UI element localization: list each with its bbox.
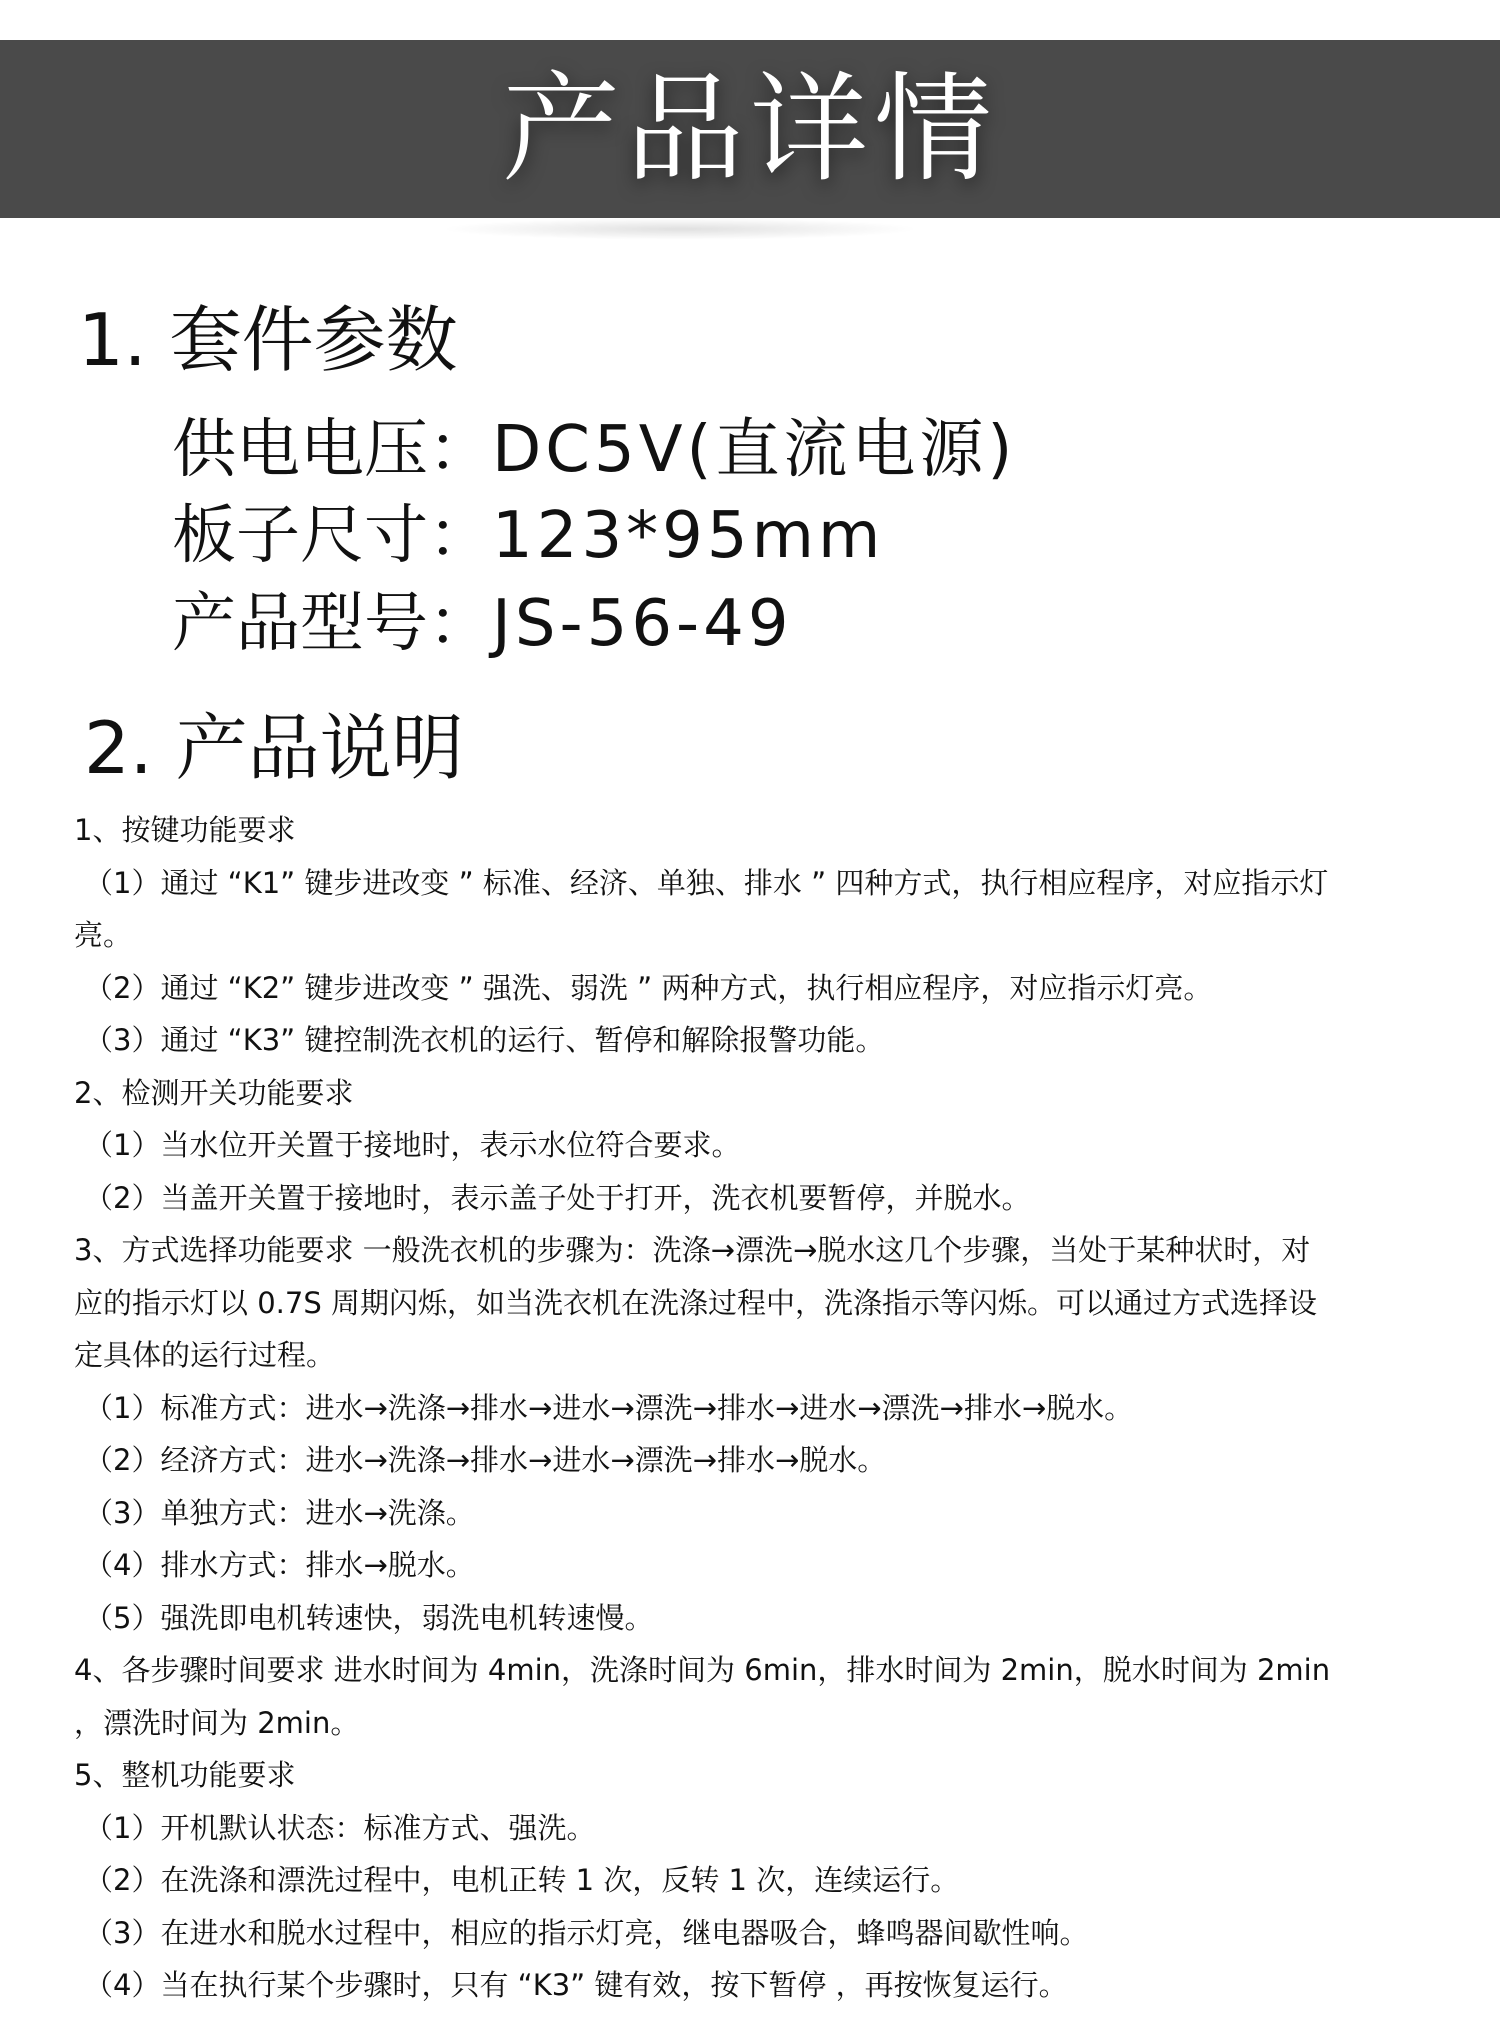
spec-label: 板子尺寸： [172, 499, 492, 573]
section-heading-product-desc: 2. 产品说明 [84, 706, 464, 790]
spec-value: JS-56-49 [492, 587, 793, 661]
desc-line: （2）在洗涤和漂洗过程中，电机正转 1 次，反转 1 次，连续运行。 [84, 1863, 960, 1897]
header-shadow [440, 218, 920, 240]
spec-row-voltage [172, 398, 1016, 490]
desc-line: 5、整机功能要求 [74, 1758, 296, 1792]
desc-line: 4、各步骤时间要求 进水时间为 4min，洗涤时间为 6min，排水时间为 2min，脱水时间为 2min [74, 1653, 1331, 1687]
spec-value: DC5V(直流电源) [492, 413, 1017, 487]
desc-line: 应的指示灯以 0.7S 周期闪烁，如当洗衣机在洗涤过程中，洗涤指示等闪烁。可以通过方式选择设 [74, 1285, 1317, 1320]
desc-line: ，漂洗时间为 2min。 [74, 1705, 360, 1740]
spec-row-board-size [172, 484, 884, 576]
desc-line: （2）通过 “K2” 键步进改变 ” 强洗、弱洗 ” 两种方式，执行相应程序，对应指示灯亮。 [84, 970, 1213, 1005]
desc-line: （1）通过 “K1” 键步进改变 ” 标准、经济、单独、排水 ” 四种方式，执行相应程序，对应指示灯 [84, 865, 1329, 900]
desc-line: （3）在进水和脱水过程中，相应的指示灯亮，继电器吸合，蜂鸣器间歇性响。 [84, 1915, 1089, 1950]
desc-line: （3）通过 “K3” 键控制洗衣机的运行、暂停和解除报警功能。 [84, 1023, 885, 1057]
desc-line: （3）单独方式：进水→洗涤。 [84, 1495, 475, 1530]
spec-value: 123*95mm [492, 499, 885, 573]
desc-line: 亮。 [74, 918, 133, 952]
section-heading-kit-params: 1. 套件参数 [78, 298, 458, 382]
desc-line: （4）当在执行某个步骤时，只有 “K3” 键有效，按下暂停 ，再按恢复运行。 [84, 1968, 1068, 2002]
desc-line: 定具体的运行过程。 [74, 1338, 336, 1372]
desc-line: （5）强洗即电机转速快，弱洗电机转速慢。 [84, 1600, 654, 1635]
desc-line: 3、方式选择功能要求 一般洗衣机的步骤为：洗涤→漂洗→脱水这几个步骤，当处于某种状时，对 [74, 1233, 1311, 1267]
spec-row-model [172, 572, 793, 664]
desc-line: 1、按键功能要求 [74, 813, 296, 847]
desc-line: 2、检测开关功能要求 [74, 1075, 354, 1110]
desc-line: （2）当盖开关置于接地时，表示盖子处于打开，洗衣机要暂停，并脱水。 [84, 1180, 1031, 1215]
spec-label: 供电电压： [172, 413, 492, 487]
desc-line: （2）经济方式：进水→洗涤→排水→进水→漂洗→排水→脱水。 [84, 1443, 887, 1477]
desc-line: （1）开机默认状态：标准方式、强洗。 [84, 1810, 596, 1845]
product-description [74, 804, 1444, 2012]
desc-line: （1）标准方式：进水→洗涤→排水→进水→漂洗→排水→进水→漂洗→排水→脱水。 [84, 1390, 1134, 1425]
page-title: 产品详情 [501, 60, 998, 198]
header-band [0, 40, 1500, 218]
desc-line: （4）排水方式：排水→脱水。 [84, 1548, 475, 1582]
spec-label: 产品型号： [172, 587, 492, 661]
desc-line: （1）当水位开关置于接地时，表示水位符合要求。 [84, 1128, 741, 1162]
